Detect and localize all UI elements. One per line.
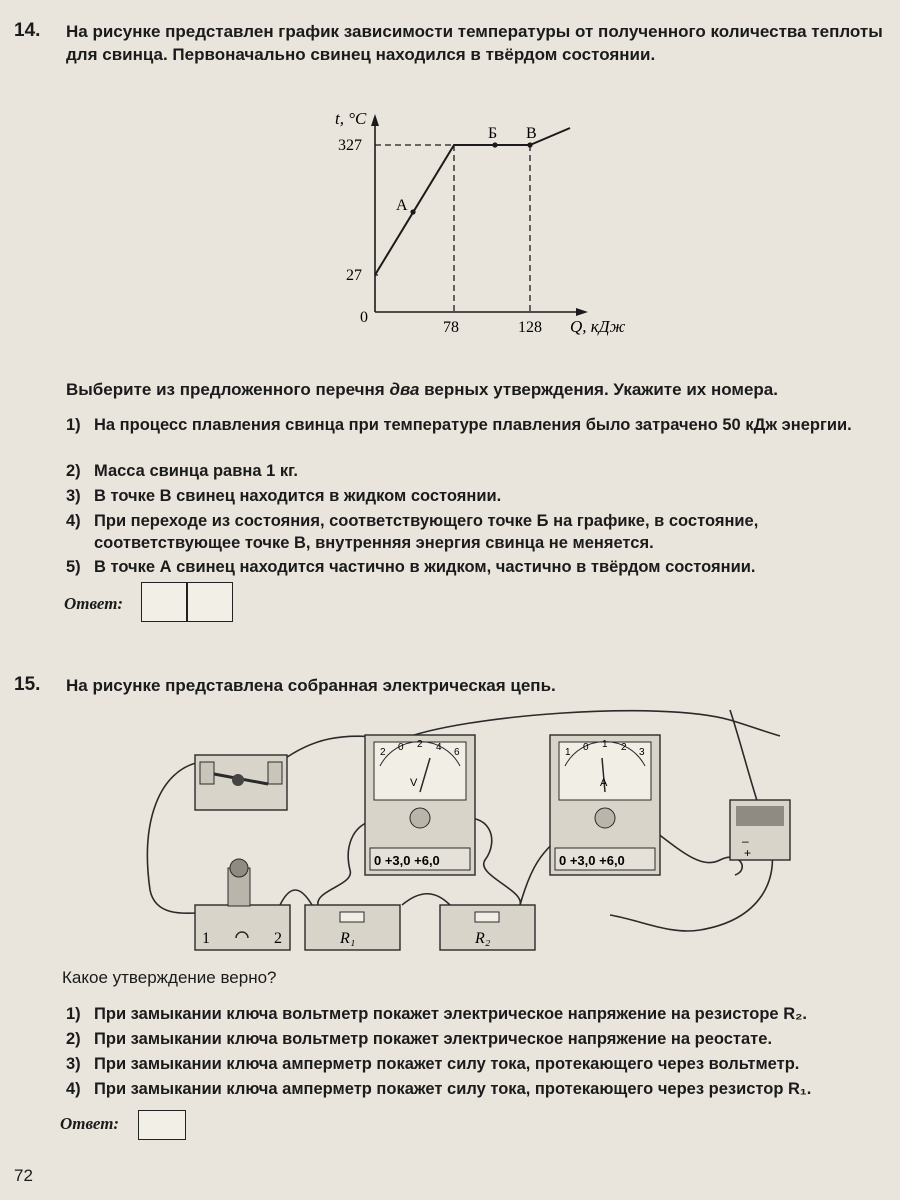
y-tick-27: 27 (346, 267, 362, 284)
ammeter-scale-4: 3 (639, 747, 645, 758)
q15-answer-cell[interactable] (138, 1110, 186, 1140)
q14-answer-cell-1[interactable] (141, 582, 187, 622)
origin-label: 0 (360, 309, 368, 326)
q15-question: Какое утверждение верно? (62, 968, 277, 987)
r1-label: R₁ (340, 930, 356, 947)
q15-intro: На рисунке представлена собранная электрическая цепь. (66, 676, 556, 695)
q14-intro: На рисунке представлен график зависимости температуры от полученного количества теплоты для свинца. Первоначально свинец находился в твёрдом состоянии. (66, 22, 883, 64)
circuit-diagram (140, 700, 900, 960)
voltmeter-terminals: 0 +3,0 +6,0 (374, 853, 440, 868)
rheostat-terminal-1: 1 (202, 930, 210, 947)
page-number: 72 (14, 1166, 33, 1185)
point-v-marker (527, 142, 532, 147)
resistor-r1 (305, 905, 400, 950)
battery (730, 800, 790, 860)
x-tick-78: 78 (443, 319, 459, 336)
switch-key (195, 755, 287, 810)
voltmeter-letter: V (410, 777, 418, 789)
ammeter (550, 735, 660, 875)
ammeter-scale-3: 2 (621, 742, 627, 753)
rheostat (195, 859, 290, 950)
q14-answer-cell-2[interactable] (187, 582, 233, 622)
voltmeter-scale-0: 2 (380, 747, 386, 758)
point-b-marker (492, 142, 497, 147)
q14-answer-label: Ответ: (64, 594, 124, 613)
ammeter-scale-2: 1 (602, 739, 608, 750)
q14-number: 14. (14, 20, 41, 41)
ammeter-terminals: 0 +3,0 +6,0 (559, 853, 625, 868)
point-v-label: В (526, 125, 537, 142)
voltmeter-scale-2: 2 (417, 739, 423, 750)
x-axis-label: Q, кДж (570, 317, 626, 336)
temperature-graph (330, 100, 660, 345)
point-a-marker (410, 209, 415, 214)
point-a-label: А (396, 197, 408, 214)
wire-r1-r2 (402, 894, 450, 905)
y-axis-label: t, °C (335, 109, 367, 128)
voltmeter-scale-4: 6 (454, 747, 460, 758)
ammeter-scale-1: 0 (583, 742, 589, 753)
ammeter-letter: A (600, 777, 608, 789)
y-axis-arrow (371, 114, 379, 126)
wire-rheostat-r1 (280, 890, 312, 905)
ammeter-scale-0: 1 (565, 747, 571, 758)
voltmeter-scale-1: 0 (398, 742, 404, 753)
resistor-r2 (440, 905, 535, 950)
point-b-label: Б (488, 125, 498, 142)
wire-key-top (280, 711, 780, 762)
voltmeter (365, 735, 475, 875)
q14-prompt: Выберите из предложенного перечня два верных утверждения. Укажите их номера. (66, 380, 778, 399)
battery-plus: + (744, 846, 752, 860)
q15-number: 15. (14, 674, 41, 695)
battery-minus: – (742, 834, 749, 848)
r2-label: R₂ (475, 930, 491, 947)
rheostat-terminal-2: 2 (274, 930, 282, 947)
q15-answer-label: Ответ: (60, 1114, 120, 1133)
voltmeter-scale-3: 4 (436, 742, 442, 753)
y-tick-327: 327 (338, 137, 362, 154)
x-tick-128: 128 (518, 319, 542, 336)
x-axis-arrow (576, 308, 588, 316)
